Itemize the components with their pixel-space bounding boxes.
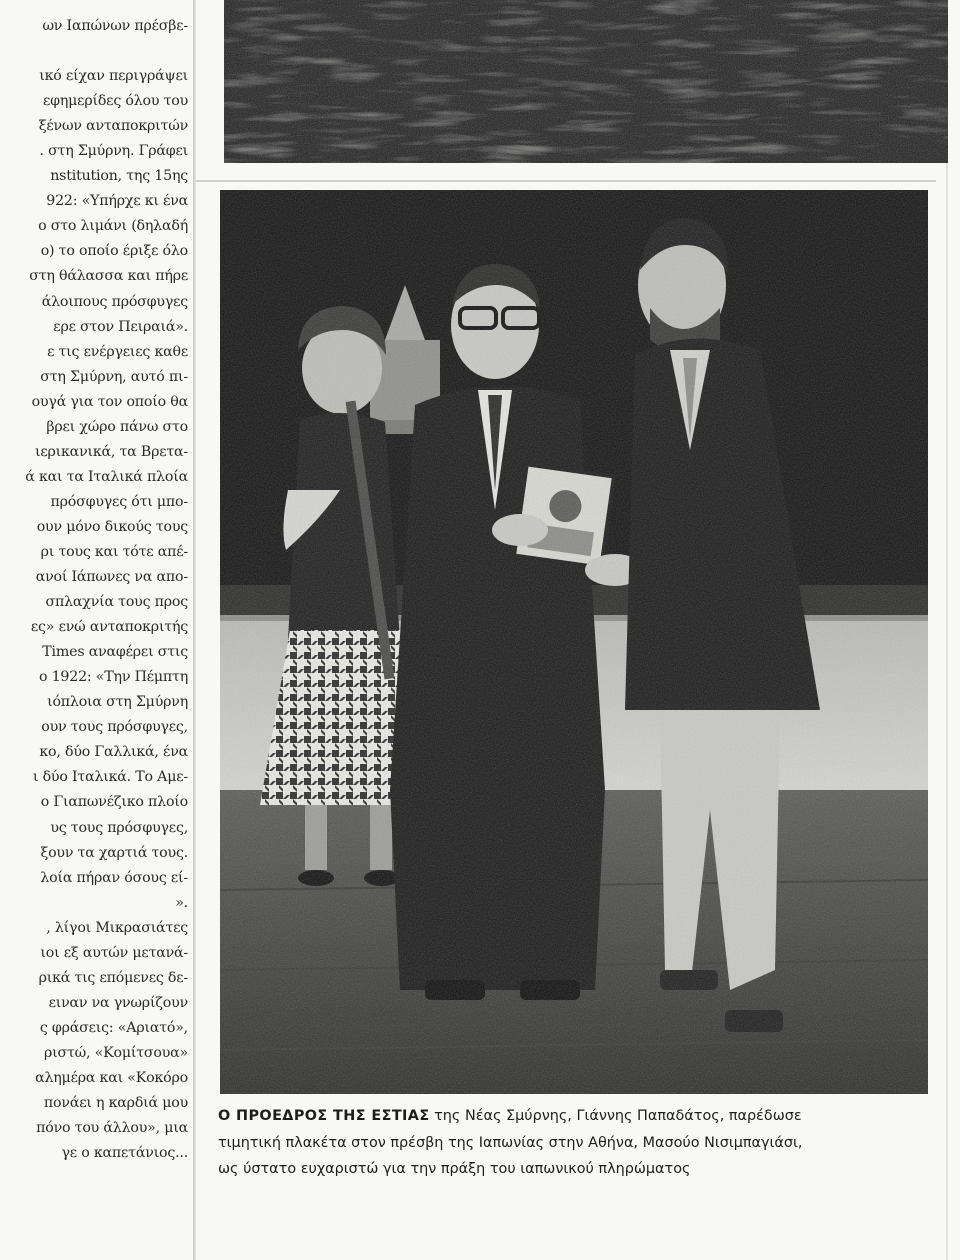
caption-line-3: ως ύστατο ευχαριστώ για την πράξη του ιαπωνικού πληρώματος xyxy=(218,1161,691,1177)
article-text-line: ξένων ανταποκριτών xyxy=(38,118,188,135)
article-text-line: ιοι εξ αυτών μετανά- xyxy=(40,944,188,961)
article-text-line: ουγά για τον οποίο θα xyxy=(31,393,188,410)
article-text-line: ειναν να γνωρίζουν xyxy=(48,994,188,1011)
article-text-line: ο στο λιμάνι (δηλαδή xyxy=(38,218,188,235)
article-text-line: ξουν τα χαρτιά τους. xyxy=(40,844,188,861)
caption-lead: Ο ΠΡΟΕΔΡΟΣ ΤΗΣ ΕΣΤΙΑΣ xyxy=(218,1108,430,1124)
article-text-line: ικό είχαν περιγράψει xyxy=(39,68,188,85)
article-text-line: πόνο του άλλου», μια xyxy=(36,1120,188,1137)
article-text-line: ες» ενώ ανταποκριτής xyxy=(30,619,188,636)
article-text-line: nstitution, της 15ης xyxy=(50,168,188,185)
article-text-line: ρικά τις επόμενες δε- xyxy=(38,969,188,986)
article-text-line: ιόπλοια στη Σμύρνη xyxy=(47,694,188,711)
article-text-line: ανοί Ιάπωνες να απο- xyxy=(35,569,188,586)
article-text-line: 922: «Υπήρχε κι ένα xyxy=(46,193,188,210)
caption-line-2: τιμητική πλακέτα στον πρέσβη της Ιαπωνίας στην Αθήνα, Μασούο Νισιμπαγιάσι, xyxy=(218,1134,803,1151)
article-text-line: σπλαχνία τους προς xyxy=(45,594,188,611)
article-text-line: Times αναφέρει στις xyxy=(42,644,188,661)
article-text-line: ι δύο Ιταλικά. Το Αμε- xyxy=(32,769,188,786)
caption-line-1 xyxy=(218,1103,933,1130)
article-text-line: αλημέρα και «Κοκόρο xyxy=(35,1069,188,1086)
article-text-column xyxy=(0,14,188,1184)
article-text-line: ε τις ενέργειες καθε xyxy=(47,343,188,360)
article-text-line: άλοιπους πρόσφυγες xyxy=(41,293,188,310)
article-text-line: ων Ιαπώνων πρέσβε- xyxy=(42,18,188,34)
photo-separator xyxy=(196,180,936,182)
article-text-line: υς τους πρόσφυγες, xyxy=(50,819,188,836)
sea-water-photo xyxy=(224,0,948,163)
article-text-line: ρι τους και τότε απέ- xyxy=(40,543,188,560)
article-text-line: ο Γιαπωνέζικο πλοίο xyxy=(40,794,188,811)
photo-caption xyxy=(218,1103,933,1183)
article-text-line: εφημερίδες όλου του xyxy=(42,93,188,110)
caption-line-1-rest: της Νέας Σμύρνης, Γιάννης Παπαδάτος, παρέδωσε xyxy=(429,1108,802,1124)
article-text-line: ριστώ, «Κομίτσουα» xyxy=(44,1044,188,1061)
article-text-line: λοία πήραν όσους εί- xyxy=(40,869,188,886)
article-text-line: στη θάλασσα και πήρε xyxy=(29,268,188,285)
article-text-line: κο, δύο Γαλλικά, ένα xyxy=(39,744,188,761)
article-text-line: βρει χώρο πάνω στο xyxy=(46,418,188,435)
article-text-line xyxy=(0,39,188,64)
article-text-line: γε ο καπετάνιος... xyxy=(61,1145,188,1162)
article-text-line: ». xyxy=(175,894,188,911)
article-text-line: ουν μόνο δικούς τους xyxy=(36,518,188,535)
right-edge-divider xyxy=(946,0,948,1260)
article-text-line: πρόσφυγες ότι μπο- xyxy=(50,493,188,510)
article-text-line: . στη Σμύρνη. Γράφει xyxy=(39,143,188,160)
article-text-line: ιερικανικά, τα Βρετα- xyxy=(35,443,188,460)
award-ceremony-photo xyxy=(220,190,928,1094)
article-text-line: ς φράσεις: «Αριατό», xyxy=(39,1019,188,1036)
article-text-line: ο) το οποίο έριξε όλο xyxy=(40,243,188,260)
column-divider xyxy=(193,0,196,1260)
article-text-line: πονάει η καρδιά μου xyxy=(43,1095,188,1112)
article-text-line: ο 1922: «Την Πέμπτη xyxy=(38,669,188,686)
article-text-line: , λίγοι Μικρασιάτες xyxy=(46,919,188,936)
article-text-line: ουν τους πρόσφυγες, xyxy=(41,719,188,736)
article-text-line: ά και τα Ιταλικά πλοία xyxy=(25,468,188,485)
article-text-line: στη Σμύρνη, αυτό πι- xyxy=(40,368,188,385)
article-text-line: ερε στον Πειραιά». xyxy=(53,318,188,335)
